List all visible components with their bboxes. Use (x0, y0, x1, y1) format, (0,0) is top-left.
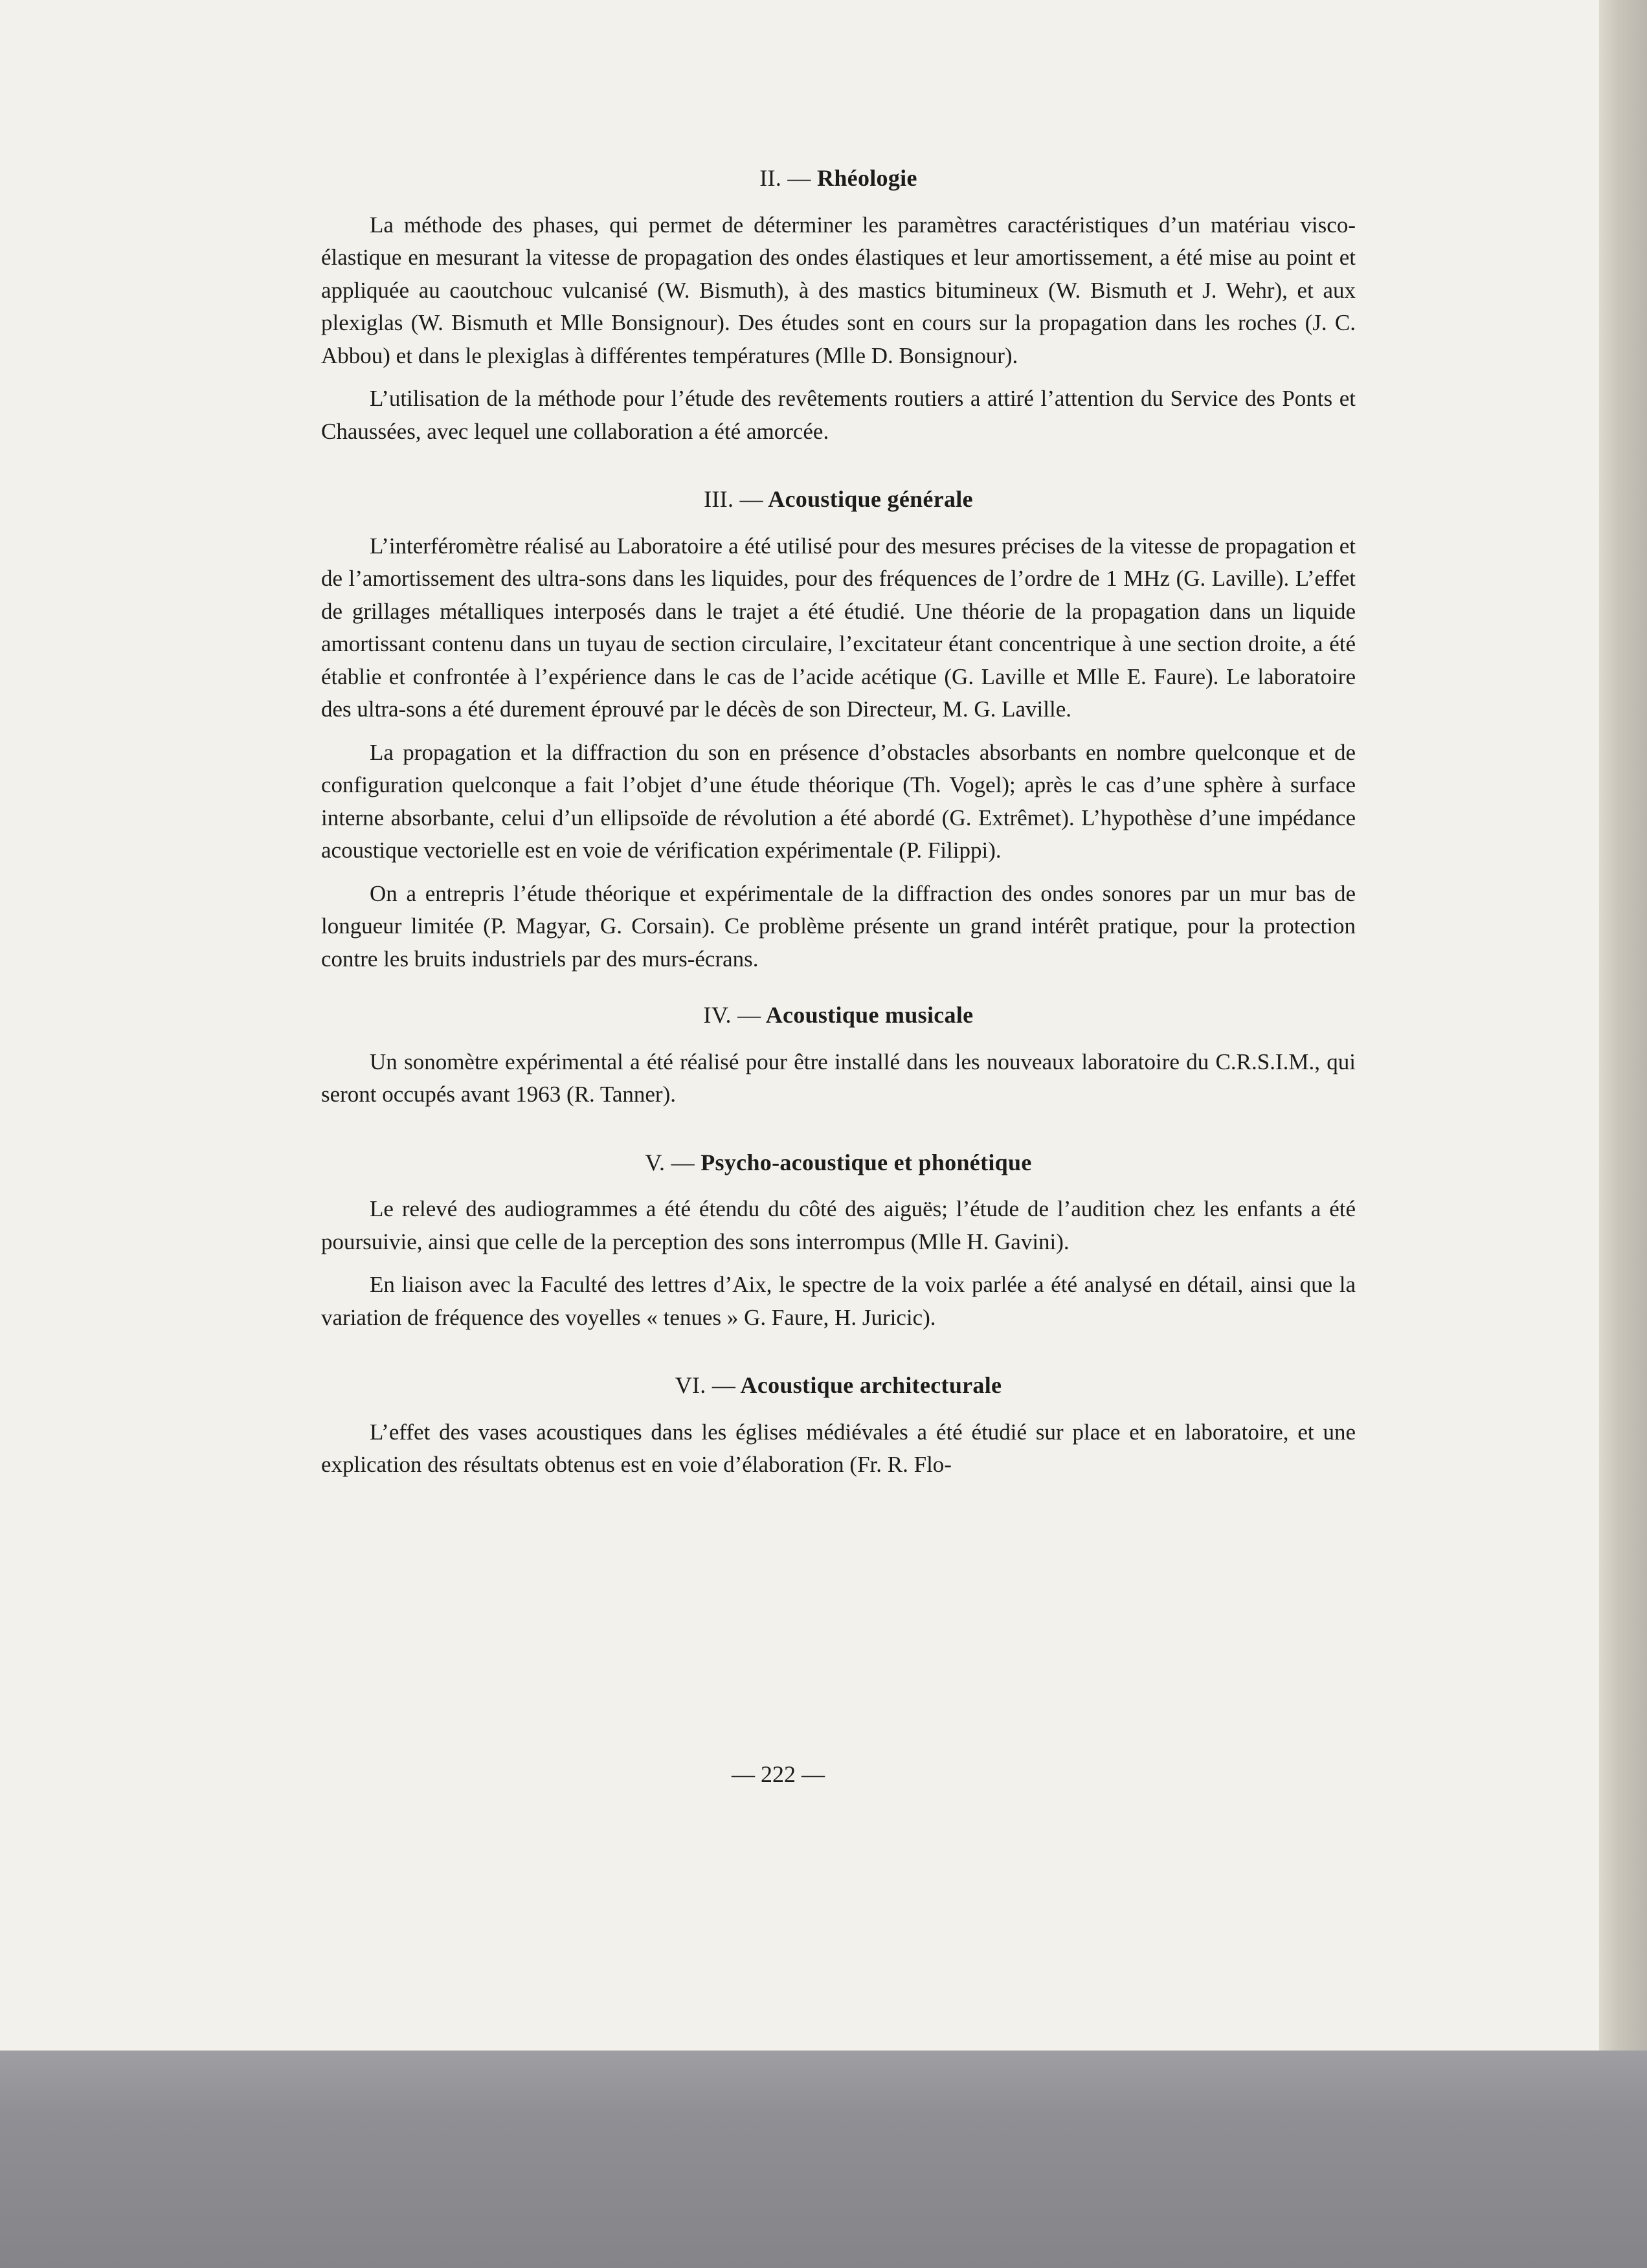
page-number-footer (0, 1761, 1647, 1788)
paragraph: On a entrepris l’étude théorique et expérimentale de la diffraction des ondes sonores par un mur bas de longueur limitée (P. Magyar, G. Corsain). Ce problème présente un grand intérêt pratique, pour la protection contre les bruits industriels par des murs-écrans. (321, 880, 1356, 972)
section-heading-acoustique-musicale (321, 999, 1356, 1032)
paragraph: Le relevé des audiogrammes a été étendu du côté des aiguës; l’étude de l’audition chez les enfants a été poursuivie, ainsi que celle de la perception des sons interrompus (Mlle H. Gavini). (321, 1196, 1356, 1254)
page-number: — 222 — (732, 1761, 825, 1787)
paragraph: La méthode des phases, qui permet de déterminer les paramètres caractéristiques d’un matériau visco-élastique en mesurant la vitesse de propagation des ondes élastiques et leur amortissement, a été mise au point et appliquée au caoutchouc vulcanisé (W. Bismuth), à des mastics bitumineux (W. Bismuth et J. Wehr), et aux plexiglas (W. Bismuth et Mlle Bonsignour). Des études sont en cours sur la propagation dans les roches (J. C. Abbou) et dans le plexiglas à différentes températures (Mlle D. Bonsignour). (321, 212, 1356, 368)
section-title: Acoustique générale (768, 486, 973, 512)
section-title: Rhéologie (817, 165, 917, 191)
section-title: Psycho-acoustique et phonétique (700, 1149, 1032, 1175)
page-edge-shadow (1599, 0, 1647, 2051)
section-title: Acoustique architecturale (740, 1372, 1002, 1398)
paragraph: L’utilisation de la méthode pour l’étude des revêtements routiers a attiré l’attention du Service des Ponts et Chaussées, avec lequel une collaboration a été amorcée. (321, 386, 1356, 444)
section-number: V. — (645, 1149, 695, 1175)
section-heading-acoustique-architecturale (321, 1369, 1356, 1402)
paragraph: L’effet des vases acoustiques dans les églises médiévales a été étudié sur place et en laboratoire, et une explication des résultats obtenus est en voie d’élaboration (Fr. R. Flo- (321, 1419, 1356, 1477)
section-heading-psycho-acoustique (321, 1146, 1356, 1179)
page-content (321, 162, 1356, 1492)
section-heading-rheologie (321, 162, 1356, 195)
section-number: VI. — (675, 1372, 736, 1398)
scanner-background (0, 2051, 1647, 2268)
paragraph: La propagation et la diffraction du son en présence d’obstacles absorbants en nombre quelconque et de configuration quelconque a fait l’objet d’une étude théorique (Th. Vogel); après le cas d’une sphère à surface interne absorbante, celui d’un ellipsoïde de révolution a été abordé (G. Extrêmet). L’hypothèse d’une impédance acoustique vectorielle est en voie de vérification expérimentale (P. Filippi). (321, 739, 1356, 863)
paragraph: Un sonomètre expérimental a été réalisé pour être installé dans les nouveaux laboratoire du C.R.S.I.M., qui seront occupés avant 1963 (R. Tanner). (321, 1049, 1356, 1107)
section-number: II. — (759, 165, 811, 191)
section-number: III. — (704, 486, 763, 512)
section-number: IV. — (703, 1002, 761, 1028)
section-title: Acoustique musicale (765, 1002, 974, 1028)
paragraph: L’interféromètre réalisé au Laboratoire a été utilisé pour des mesures précises de la vitesse de propagation et de l’amortissement des ultra-sons dans les liquides, pour des fréquences de l’ordre de 1 MHz (G. Laville). L’effet de grillages métalliques interposés dans le trajet a été étudié. Une théorie de la propagation dans un liquide amortissant contenu dans un tuyau de section circulaire, l’excitateur étant concentrique à une section droite, a été établie et confrontée à l’expérience dans le cas de l’acide acétique (G. Laville et Mlle E. Faure). Le laboratoire des ultra-sons a été durement éprouvé par le décès de son Directeur, M. G. Laville. (321, 533, 1356, 722)
paragraph: En liaison avec la Faculté des lettres d’Aix, le spectre de la voix parlée a été analysé en détail, ainsi que la variation de fréquence des voyelles « tenues » G. Faure, H. Juricic). (321, 1272, 1356, 1330)
section-heading-acoustique-generale (321, 483, 1356, 516)
